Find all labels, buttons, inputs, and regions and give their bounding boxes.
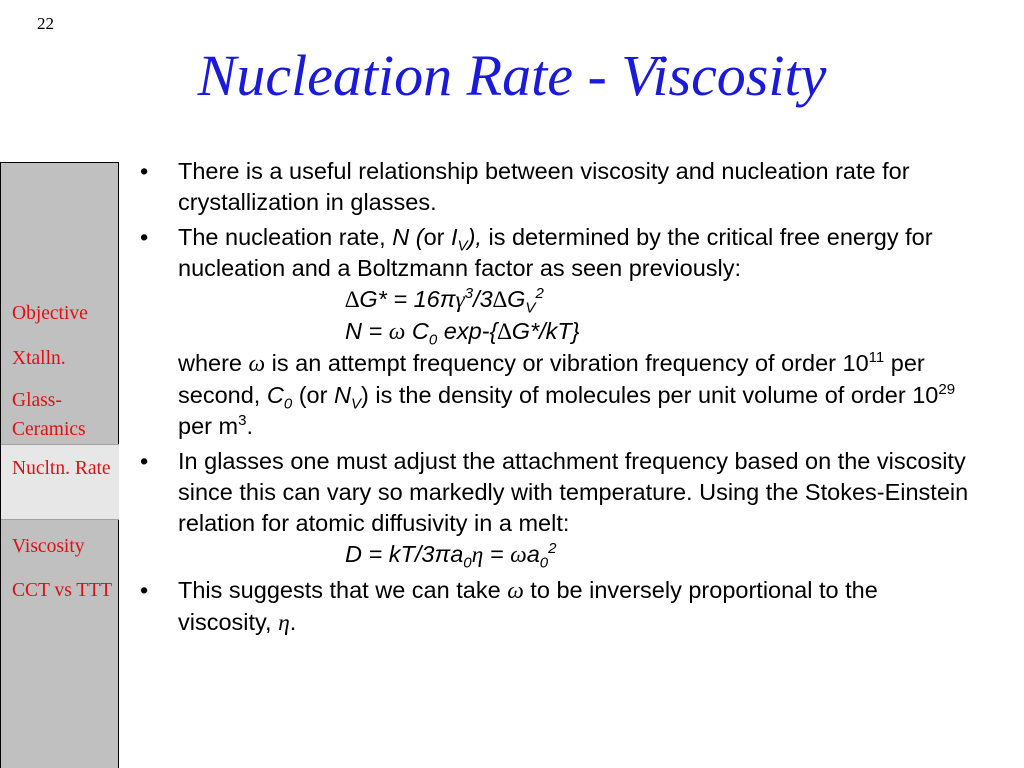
gamma-symbol: γ	[455, 287, 465, 313]
subscript: 0	[283, 395, 293, 413]
text-run: The nucleation rate,	[178, 224, 393, 250]
slide-body	[140, 156, 970, 643]
subscript: V	[350, 395, 361, 413]
text-run: per second,	[178, 350, 925, 408]
bullet-marker: •	[140, 224, 149, 250]
text-run: D = kT/3πa	[345, 541, 464, 567]
subscript: 0	[463, 554, 472, 572]
subscript-v: V	[457, 237, 468, 255]
omega-symbol: ω	[510, 542, 527, 568]
sidebar-nav	[0, 162, 119, 768]
text-run: /3	[473, 286, 493, 312]
symbol-n: N (	[392, 224, 424, 250]
text-run: where	[178, 350, 249, 376]
delta-symbol: ∆	[497, 319, 512, 345]
omega-symbol: ω	[248, 351, 266, 377]
eta-symbol: η	[278, 610, 290, 636]
superscript: 3	[238, 412, 247, 430]
sidebar-item-viscosity[interactable]: Viscosity	[12, 536, 85, 557]
bullet-text: There is a useful relationship between viscosity and nucleation rate for crystallization in glasses.	[178, 158, 910, 215]
superscript: 29	[938, 381, 956, 399]
text-run: (or	[292, 382, 334, 408]
superscript: 2	[548, 540, 557, 558]
text-run: is determined by the critical free energy for nucleation and a Boltzmann factor as seen previously:	[178, 224, 933, 281]
symbol-n: N	[333, 382, 351, 408]
eta-symbol: η	[471, 542, 484, 568]
text-run: G	[507, 286, 526, 312]
bullet-inverse-viscosity	[140, 575, 970, 639]
bullet-nucleation-rate	[140, 222, 970, 442]
text-run: C	[405, 318, 429, 344]
bullet-relationship	[140, 156, 970, 218]
where-clause	[178, 348, 970, 442]
delta-symbol: ∆	[345, 287, 360, 313]
symbol-i: I	[451, 224, 458, 250]
text-run: or	[423, 224, 452, 250]
text-run: G*/kT}	[511, 318, 580, 344]
delta-symbol: ∆	[492, 287, 508, 313]
text-run: =	[483, 541, 511, 567]
subscript: V	[525, 299, 536, 317]
omega-symbol: ω	[388, 319, 406, 345]
equation-critical-free-energy	[178, 284, 970, 316]
bullet-marker: •	[140, 577, 149, 603]
bullet-marker: •	[140, 448, 149, 474]
text-run: .	[289, 609, 297, 635]
sidebar-item-objective[interactable]: Objective	[12, 303, 88, 324]
text-run: ) is the density of molecules per unit volume of order 10	[361, 382, 939, 408]
text-run: is an attempt frequency or vibration frequency of order 10	[265, 350, 869, 376]
subscript: 0	[428, 331, 438, 349]
bullet-text	[178, 224, 933, 281]
sidebar-item-cct-vs-ttt[interactable]: CCT vs TTT	[12, 580, 113, 601]
equation-stokes-einstein	[178, 539, 970, 571]
subscript: 0	[539, 554, 549, 572]
sidebar-item-glass-ceramics[interactable]: Glass-Ceramics	[12, 390, 86, 440]
text-run: a	[526, 541, 540, 567]
text-run: to be inversely proportional to the viscosity,	[178, 577, 878, 635]
bullet-glasses-attachment	[140, 446, 970, 571]
superscript: 11	[868, 349, 885, 367]
superscript: 2	[535, 285, 544, 303]
bullet-text	[178, 577, 878, 635]
slide-number: 22	[37, 14, 54, 33]
sidebar-item-nucltn-rate[interactable]: Nucltn. Rate	[1, 444, 119, 520]
sidebar-item-xtalln[interactable]: Xtalln.	[12, 348, 66, 369]
symbol-c: C	[266, 382, 284, 408]
text-run: .	[246, 413, 253, 439]
text-run: G* = 16π	[359, 286, 456, 312]
slide-title: Nucleation Rate - Viscosity	[197, 43, 827, 108]
bullet-marker: •	[140, 158, 149, 184]
text-run: This suggests that we can take	[178, 577, 508, 603]
text-run: exp-{	[437, 318, 498, 344]
equation-nucleation-rate	[178, 316, 970, 348]
text-run: per m	[178, 413, 239, 439]
text-run: N =	[345, 318, 389, 344]
omega-symbol: ω	[507, 578, 524, 604]
superscript: 3	[464, 285, 474, 303]
bullet-text: In glasses one must adjust the attachment frequency based on the viscosity since this can vary so markedly with temperature. Using the Stokes-Einstein relation for atomic diffusivity in a melt:	[178, 448, 969, 536]
text-run: ),	[467, 224, 482, 250]
